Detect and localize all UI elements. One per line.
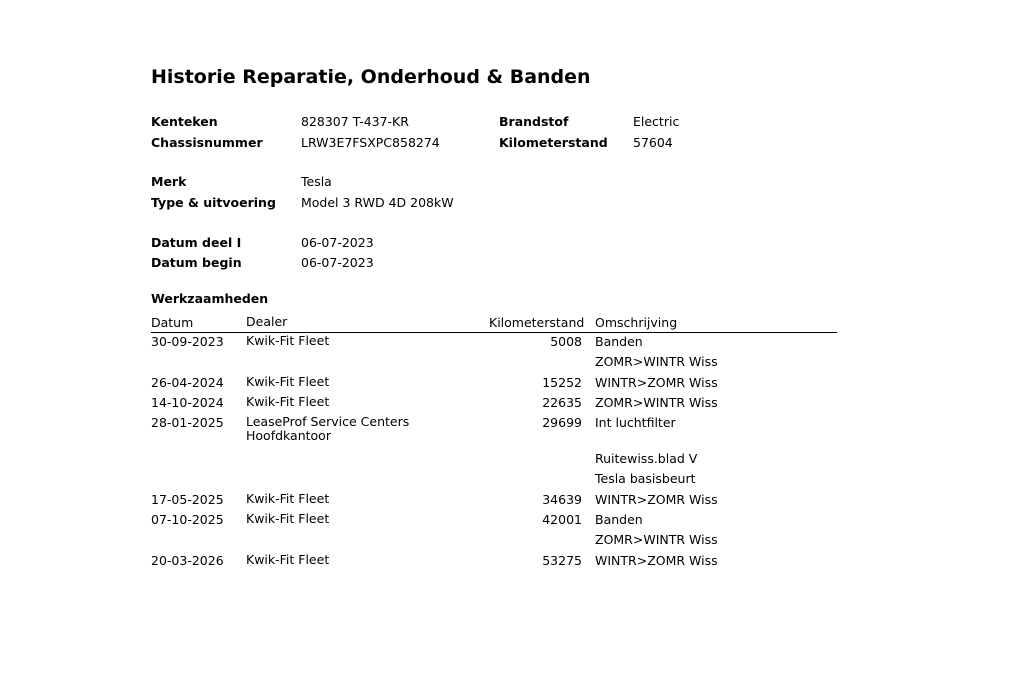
cell-datum: 28-01-2025 — [151, 415, 224, 431]
table-row — [151, 415, 837, 451]
cell-dealer: Kwik-Fit Fleet — [246, 393, 330, 409]
kilometerstand-value: 57604 — [633, 135, 673, 150]
kenteken-label: Kenteken — [151, 114, 218, 129]
table-row — [151, 451, 837, 471]
cell-datum: 17-05-2025 — [151, 491, 224, 507]
cell-datum: 20-03-2026 — [151, 552, 224, 568]
header-omschrijving: Omschrijving — [595, 315, 678, 330]
cell-dealer: LeaseProf Service Centers Hoofdkantoor — [246, 414, 410, 444]
cell-kilometerstand: 22635 — [542, 394, 582, 410]
page-title: Historie Reparatie, Onderhoud & Banden — [151, 66, 591, 88]
cell-omschrijving: WINTR>ZOMR Wiss — [595, 491, 718, 507]
table-row — [151, 471, 837, 491]
chassis-label: Chassisnummer — [151, 135, 263, 150]
table-row — [151, 512, 837, 532]
cell-kilometerstand: 29699 — [542, 415, 582, 431]
cell-omschrijving: ZOMR>WINTR Wiss — [595, 532, 718, 548]
cell-omschrijving: Int luchtfilter — [595, 415, 676, 431]
header-datum: Datum — [151, 315, 194, 330]
cell-omschrijving: WINTR>ZOMR Wiss — [595, 374, 718, 390]
table-row — [151, 334, 837, 354]
cell-dealer: Kwik-Fit Fleet — [246, 333, 330, 348]
cell-dealer: Kwik-Fit Fleet — [246, 511, 330, 527]
cell-kilometerstand: 34639 — [542, 491, 582, 507]
datum-begin-label: Datum begin — [151, 255, 242, 270]
header-kilometerstand: Kilometerstand — [489, 315, 585, 330]
cell-omschrijving: Banden — [595, 334, 643, 349]
cell-kilometerstand: 42001 — [542, 512, 582, 528]
cell-dealer: Kwik-Fit Fleet — [246, 551, 330, 567]
table-row — [151, 492, 837, 512]
cell-omschrijving: Tesla basisbeurt — [595, 471, 696, 487]
table-row — [151, 532, 837, 552]
werkzaamheden-title: Werkzaamheden — [151, 291, 269, 306]
chassis-value: LRW3E7FSXPC858274 — [301, 135, 440, 150]
cell-omschrijving: ZOMR>WINTR Wiss — [595, 394, 718, 410]
merk-value: Tesla — [301, 174, 332, 189]
type-label: Type & uitvoering — [151, 195, 276, 210]
table-row — [151, 354, 837, 374]
datum-deel-label: Datum deel I — [151, 235, 242, 250]
cell-datum: 14-10-2024 — [151, 394, 224, 410]
cell-kilometerstand: 53275 — [542, 552, 582, 568]
cell-datum: 26-04-2024 — [151, 374, 224, 390]
cell-kilometerstand: 15252 — [542, 374, 582, 390]
merk-label: Merk — [151, 174, 187, 189]
table-header — [151, 315, 837, 333]
cell-omschrijving: Banden — [595, 512, 643, 528]
brandstof-value: Electric — [633, 114, 680, 129]
brandstof-label: Brandstof — [499, 114, 569, 129]
cell-datum: 30-09-2023 — [151, 334, 224, 349]
cell-datum: 07-10-2025 — [151, 512, 224, 528]
cell-dealer: Kwik-Fit Fleet — [246, 373, 330, 389]
table-row — [151, 395, 837, 415]
table-row — [151, 375, 837, 395]
table-row — [151, 553, 837, 573]
datum-deel-value: 06-07-2023 — [301, 235, 374, 250]
cell-kilometerstand: 5008 — [550, 334, 582, 349]
cell-omschrijving: Ruitewiss.blad V — [595, 451, 698, 467]
cell-omschrijving: WINTR>ZOMR Wiss — [595, 552, 718, 568]
cell-omschrijving: ZOMR>WINTR Wiss — [595, 354, 718, 370]
werkzaamheden-table — [151, 334, 837, 573]
kenteken-value: 828307 T-437-KR — [301, 114, 409, 129]
type-value: Model 3 RWD 4D 208kW — [301, 195, 454, 210]
kilometerstand-label: Kilometerstand — [499, 135, 608, 150]
datum-begin-value: 06-07-2023 — [301, 255, 374, 270]
header-dealer: Dealer — [246, 314, 288, 329]
cell-dealer: Kwik-Fit Fleet — [246, 490, 330, 506]
